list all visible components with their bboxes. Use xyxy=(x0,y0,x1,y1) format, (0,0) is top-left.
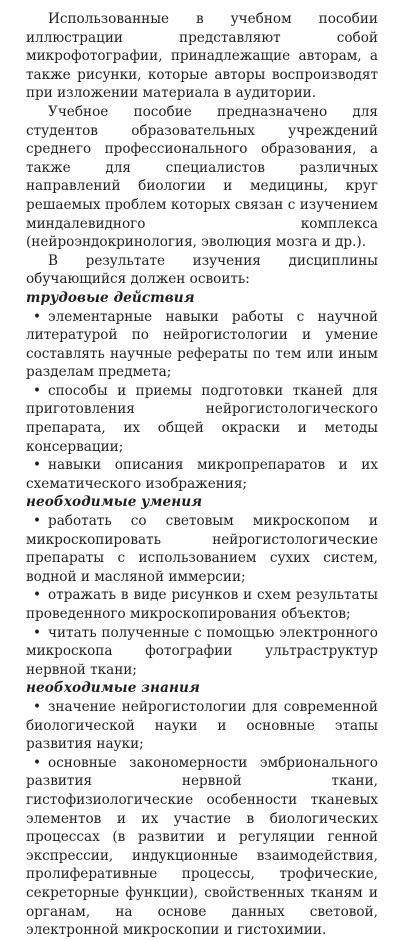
section-heading-required-knowledge: необходимые знания xyxy=(26,680,200,697)
list-item-text: элементарные навыки работы с научной литературой по нейрогистологии и умение составлять научные рефераты по тем или иным разделам предмета; xyxy=(26,308,378,381)
bullet-icon: • xyxy=(32,513,42,530)
intro-paragraph-outcomes: В результате изучения дисциплины обучающийся должен освоить: xyxy=(26,252,378,288)
intro-paragraph-audience: Учебное пособие предназначено для студентов образовательных учреждений среднего профессионального образования, а также для специалистов различных направлений биологии и медицины, круг решаемых проблем которых связан с изучением миндалевидного комплекса (нейроэндокринология, эволюция мозга и др.). xyxy=(26,103,378,251)
bullet-icon: • xyxy=(32,457,42,474)
list-item xyxy=(26,512,378,586)
bullet-icon: • xyxy=(32,698,42,715)
list-item-text: способы и приемы подготовки тканей для приготовления нейрогистологического препарата, их общей окраски и методы консервации; xyxy=(26,382,378,455)
list-item xyxy=(26,754,378,940)
list-item xyxy=(26,624,378,680)
list-item xyxy=(26,586,378,623)
bullet-icon: • xyxy=(32,587,42,604)
list-item-text: значение нейрогистологии для современной биологической науки и основные этапы развития науки; xyxy=(26,698,378,753)
bullet-icon: • xyxy=(32,754,42,771)
list-item xyxy=(26,456,378,493)
bullet-icon: • xyxy=(32,624,42,641)
list-item-text: отражать в виде рисунков и схем результаты проведенного микроскопирования объектов; xyxy=(26,587,378,622)
list-item-text: работать со световым микроскопом и микроскопировать нейрогистологические препараты с использованием сухих систем, водной и масляной иммерсии; xyxy=(26,513,378,585)
list-item-text: навыки описания микропрепаратов и их схематического изображения; xyxy=(26,457,378,492)
intro-paragraph-illustrations: Использованные в учебном пособии иллюстрации представляют собой микрофотографии, принадлежащие авторам, а также рисунки, которые авторы воспроизводят при изложении материала в аудитории. xyxy=(26,11,378,102)
bullet-icon: • xyxy=(32,382,42,399)
list-item-text: читать полученные с помощью электронного микроскопа фотографии ультраструктур нервной ткани; xyxy=(26,624,378,678)
list-item xyxy=(26,382,378,456)
list-item xyxy=(26,308,378,382)
section-heading-required-skills: необходимые умения xyxy=(26,494,203,511)
list-item xyxy=(26,698,378,754)
list-item-text: основные закономерности эмбрионального развития нервной ткани, гистофизиологические особенности тканевых элементов и их участие в биологических процессах (в развитии и регуляции генной экспрессии, индукционные взаимодействия, пролиферативные процессы, трофические, секреторные функции), свойственных тканям и органам, на основе данных световой, электронной микроскопии и гистохимии. xyxy=(26,754,378,939)
section-heading-labor-actions: трудовые действия xyxy=(26,289,195,306)
bullet-icon: • xyxy=(32,308,42,325)
